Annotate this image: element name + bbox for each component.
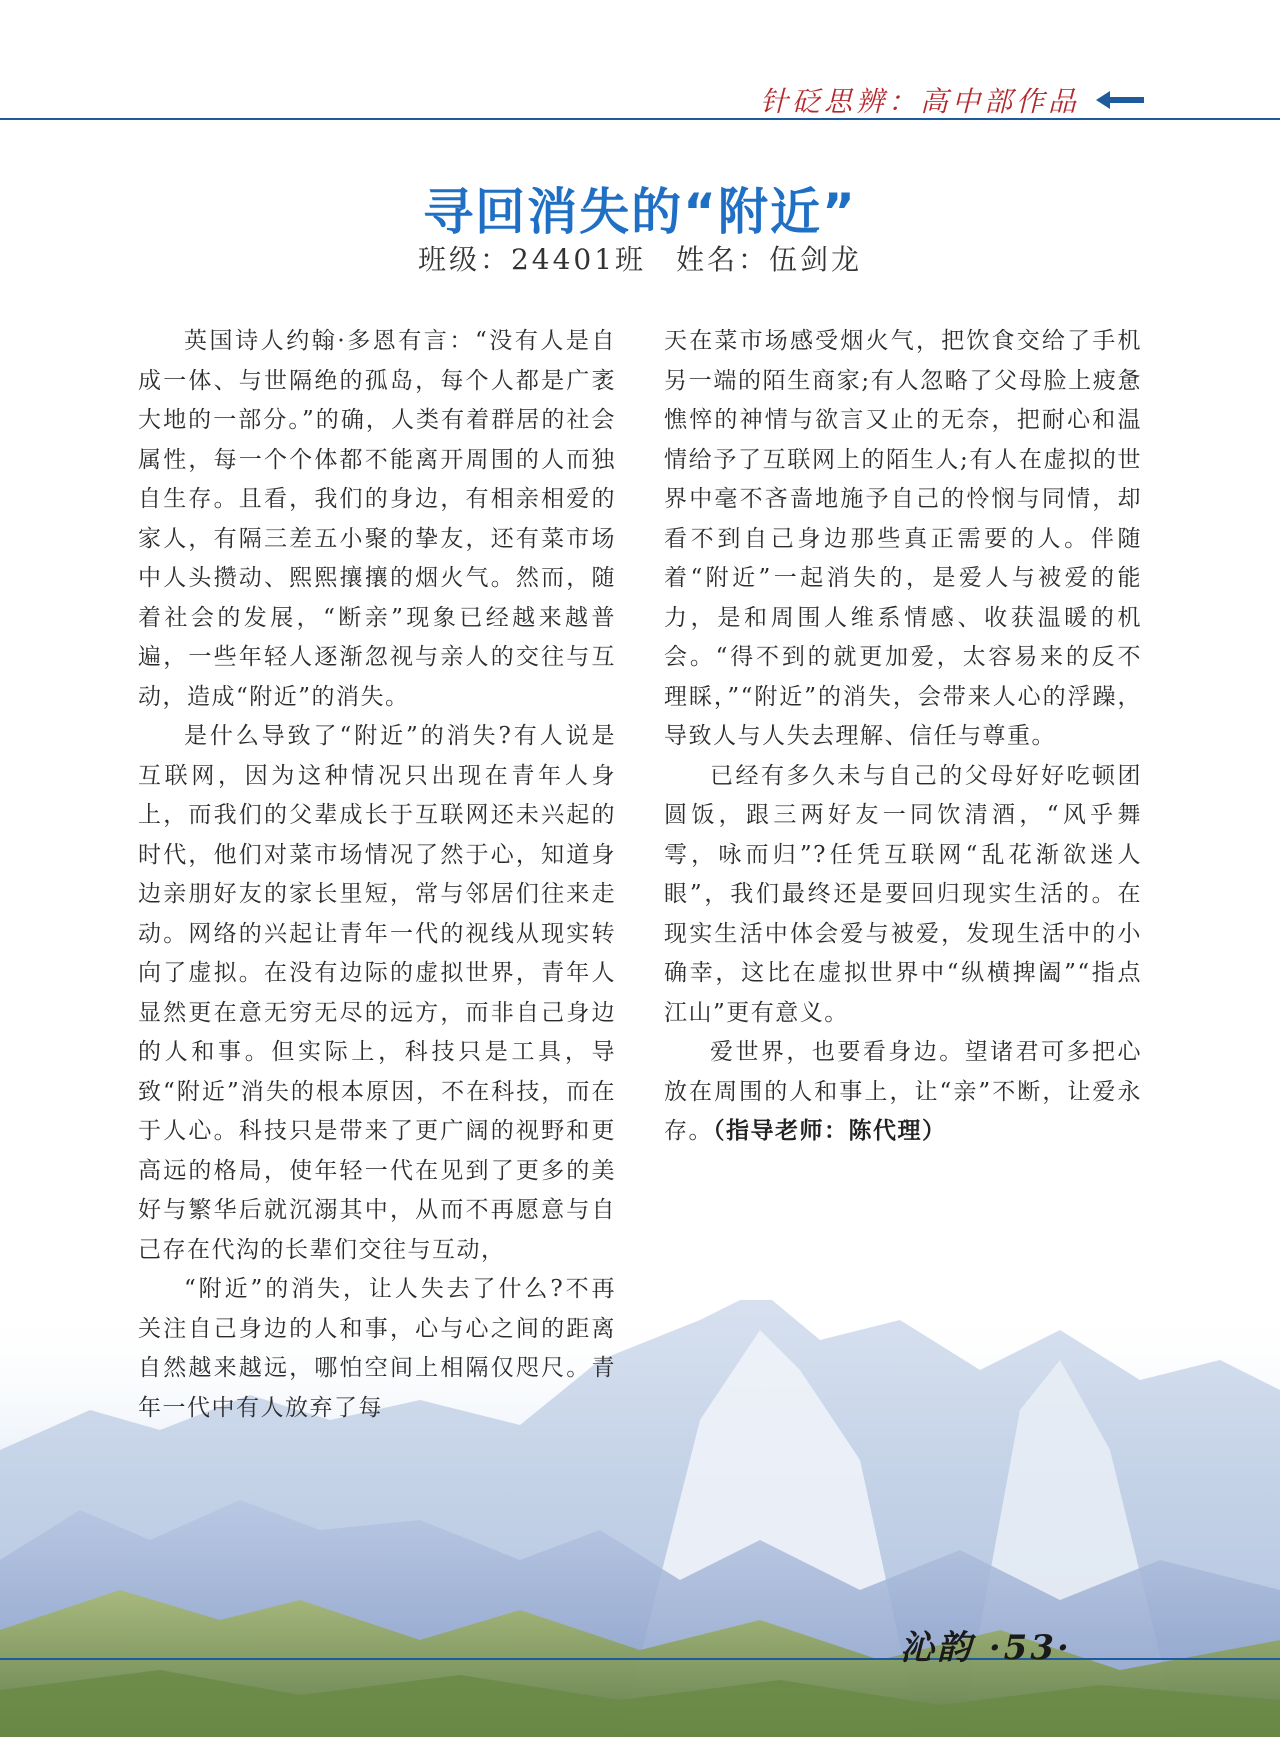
footer-rule xyxy=(0,1658,1280,1660)
page-number: ·53· xyxy=(988,1628,1072,1668)
header-rule xyxy=(0,118,1280,120)
column-left xyxy=(138,322,616,1428)
author-name: 姓名：伍剑龙 xyxy=(676,243,863,276)
page-footer xyxy=(900,1620,1072,1669)
teacher-note: （指导老师：陈代理） xyxy=(713,1118,947,1144)
closing-paragraph xyxy=(664,1033,1142,1152)
column-right xyxy=(664,322,1142,1152)
paragraph: 已经有多久未与自己的父母好好吃顿团圆饭，跟三两好友一同饮清酒，“风乎舞雩，咏而归”?任凭互联网“乱花渐欲迷人眼”，我们最终还是要回归现实生活的。在现实生活中体会爱与被爱，发现生活中的小确幸，这比在虚拟世界中“纵横捭阖”“指点江山”更有意义。 xyxy=(664,762,1142,1026)
section-tag: 针砭思辨：高中部作品 xyxy=(759,85,1080,118)
left-arrow-icon xyxy=(1096,90,1144,110)
byline xyxy=(0,238,1280,278)
paragraph: 是什么导致了“附近”的消失?有人说是互联网，因为这种情况只出现在青年人身上，而我们的父辈成长于互联网还未兴起的时代，他们对菜市场情况了然于心，知道身边亲朋好友的家长里短，常与邻居们往来走动。网络的兴起让青年一代的视线从现实转向了虚拟。在没有边际的虚拟世界，青年人显然更在意无穷无尽的远方，而非自己身边的人和事。但实际上，科技只是工具，导致“附近”消失的根本原因，不在科技，而在于人心。科技只是带来了更广阔的视野和更高远的格局，使年轻一代在见到了更多的美好与繁华后就沉溺其中，从而不再愿意与自己存在代沟的长辈们交往与互动， xyxy=(138,723,616,1263)
paragraph-continued: 天在菜市场感受烟火气，把饮食交给了手机另一端的陌生商家;有人忽略了父母脸上疲惫憔悴的神情与欲言又止的无奈，把耐心和温情给予了互联网上的陌生人;有人在虚拟的世界中毫不吝啬地施予自己的怜悯与同情，却看不到自己身边那些真正需要的人。伴随着“附近”一起消失的，是爱人与被爱的能力，是和周围人维系情感、收获温暖的机会。“得不到的就更加爱，太容易来的反不理睬，”“附近”的消失，会带来人心的浮躁，导致人与人失去理解、信任与尊重。 xyxy=(664,328,1142,749)
closing-text: 爱世界，也要看身边。望诸君可多把心放在周围的人和事上，让“亲”不断，让爱永存。 xyxy=(664,1039,1142,1144)
paragraph: 英国诗人约翰·多恩有言：“没有人是自成一体、与世隔绝的孤岛，每个人都是广袤大地的一部分。”的确，人类有着群居的社会属性，每一个个体都不能离开周围的人而独自生存。且看，我们的身边，有相亲相爱的家人，有隔三差五小聚的挚友，还有菜市场中人头攒动、熙熙攘攘的烟火气。然而，随着社会的发展，“断亲”现象已经越来越普遍，一些年轻人逐渐忽视与亲人的交往与互动，造成“附近”的消失。 xyxy=(138,328,616,710)
class-label: 班级：24401班 xyxy=(417,243,647,276)
article-title: 寻回消失的“附近” xyxy=(423,183,857,241)
magazine-name: 沁韵 xyxy=(900,1628,974,1668)
paragraph: “附近”的消失，让人失去了什么?不再关注自己身边的人和事，心与心之间的距离自然越来越远，哪怕空间上相隔仅咫尺。青年一代中有人放弃了每 xyxy=(138,1276,616,1421)
